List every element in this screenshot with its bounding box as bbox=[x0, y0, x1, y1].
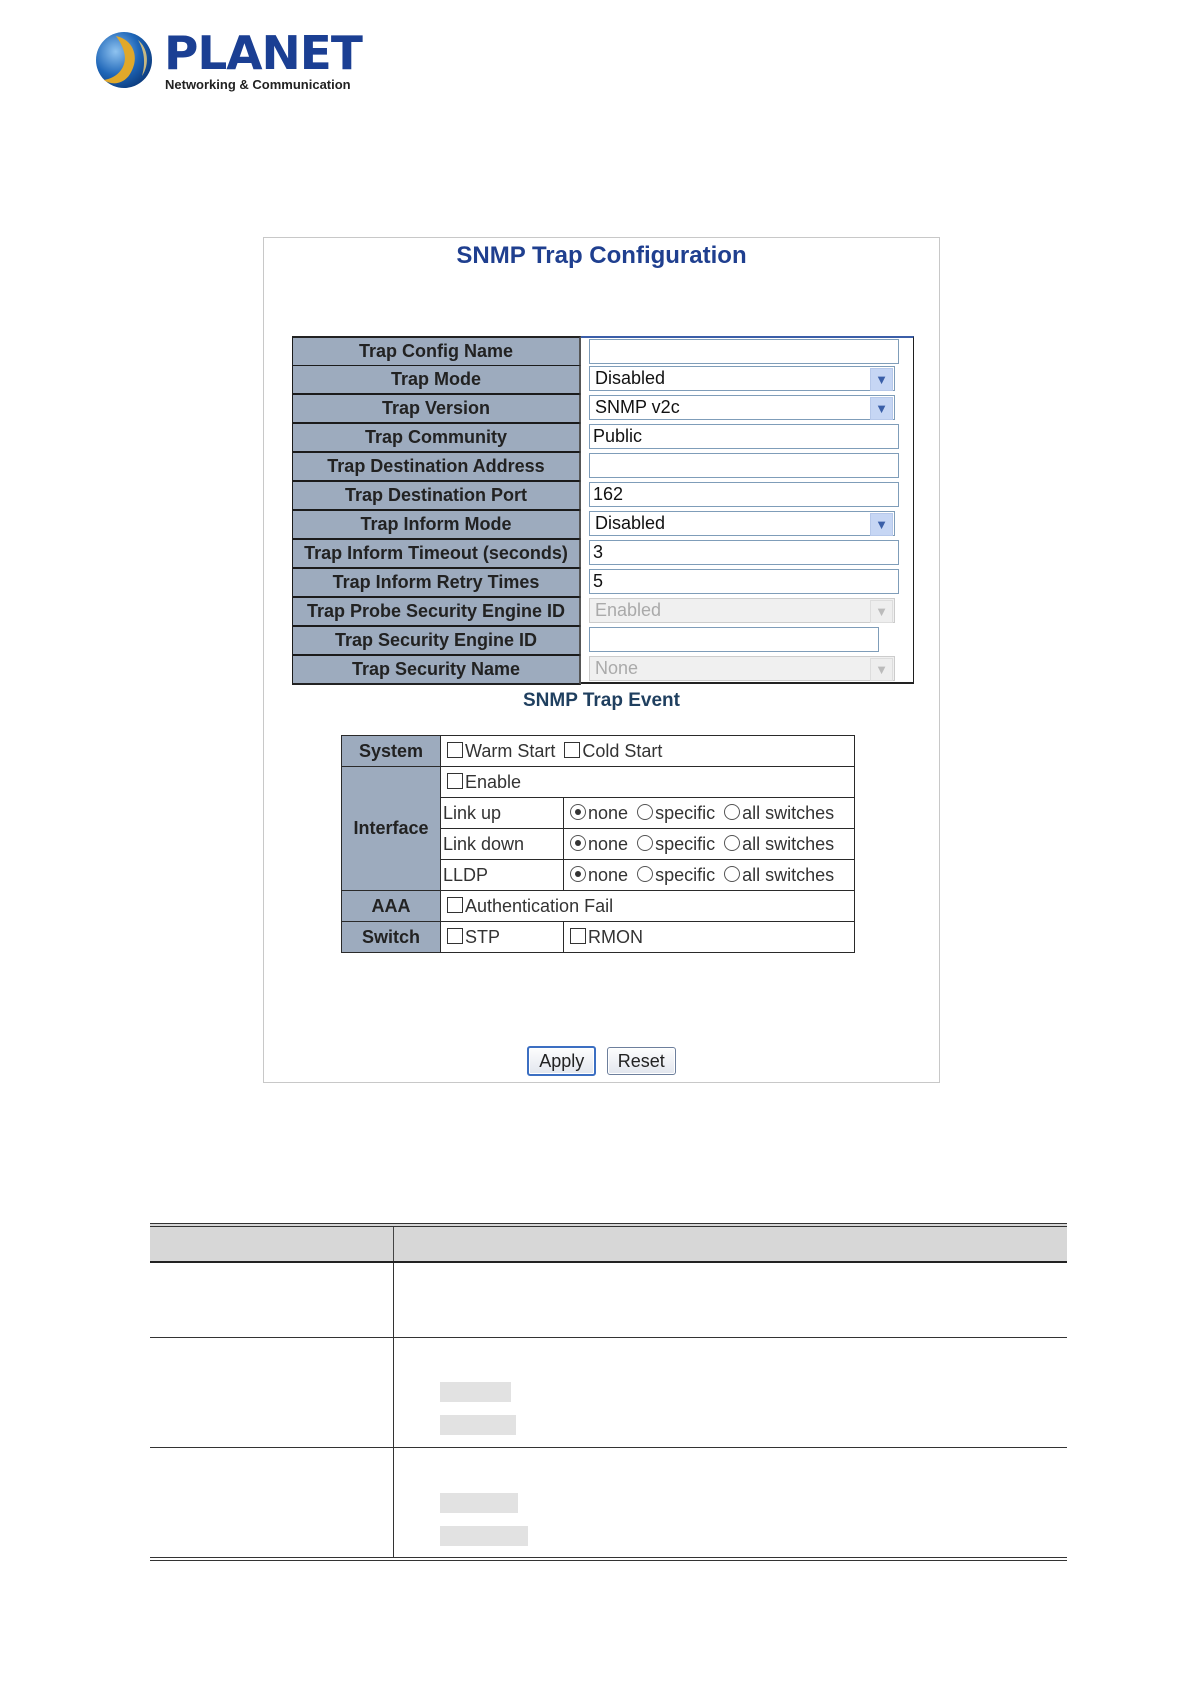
radio-label-none: none bbox=[588, 833, 629, 854]
apply-button[interactable]: Apply bbox=[527, 1046, 596, 1076]
config-label: Trap Destination Port bbox=[292, 481, 581, 510]
link-down-specific-radio[interactable] bbox=[637, 835, 653, 851]
config-row-trap-security-engine-id bbox=[292, 626, 914, 655]
select-value: Enabled bbox=[595, 600, 662, 620]
config-label: Trap Probe Security Engine ID bbox=[292, 597, 581, 626]
radio-label-none: none bbox=[588, 864, 629, 885]
radio-label-specific: specific bbox=[655, 802, 716, 823]
event-row-switch bbox=[342, 922, 855, 953]
rmon-label: RMON bbox=[588, 926, 643, 947]
warm-start-checkbox[interactable] bbox=[447, 742, 463, 758]
trap-security-name-select bbox=[589, 656, 895, 681]
table-row bbox=[150, 1448, 1067, 1561]
interface-enable-label: Enable bbox=[465, 771, 522, 792]
event-header-interface: Interface bbox=[342, 767, 441, 891]
config-row-trap-destination-port bbox=[292, 481, 914, 510]
config-label: Trap Security Name bbox=[292, 655, 581, 685]
redacted-value bbox=[440, 1493, 518, 1513]
lldp-specific-radio[interactable] bbox=[637, 866, 653, 882]
trap-config-table bbox=[292, 336, 914, 684]
event-section-title: SNMP Trap Event bbox=[523, 690, 680, 711]
redacted-value bbox=[440, 1526, 528, 1546]
event-row-interface-enable bbox=[342, 767, 855, 798]
authentication-fail-checkbox[interactable] bbox=[447, 897, 463, 913]
select-value: None bbox=[595, 658, 639, 678]
link-down-none-radio[interactable] bbox=[570, 835, 586, 851]
table-cell bbox=[150, 1448, 394, 1557]
table-cell bbox=[394, 1263, 1067, 1337]
event-header-system: System bbox=[342, 736, 441, 767]
redacted-value bbox=[440, 1415, 516, 1435]
reset-button[interactable]: Reset bbox=[607, 1047, 676, 1075]
select-value: Disabled bbox=[595, 368, 666, 388]
interface-enable-checkbox[interactable] bbox=[447, 773, 463, 789]
config-label: Trap Inform Timeout (seconds) bbox=[292, 539, 581, 568]
config-row-trap-config-name bbox=[292, 336, 914, 365]
config-label: Trap Inform Mode bbox=[292, 510, 581, 539]
table-header bbox=[150, 1223, 1067, 1263]
cold-start-label: Cold Start bbox=[582, 740, 663, 761]
radio-label-specific: specific bbox=[655, 864, 716, 885]
config-label: Trap Version bbox=[292, 394, 581, 423]
trap-probe-security-engine-id-select bbox=[589, 598, 895, 623]
link-down-all-switches-radio[interactable] bbox=[724, 835, 740, 851]
link-up-none-radio[interactable] bbox=[570, 804, 586, 820]
config-row-trap-inform-timeout bbox=[292, 539, 914, 568]
select-value: SNMP v2c bbox=[595, 397, 680, 417]
parameter-description-table bbox=[150, 1223, 1067, 1561]
config-label: Trap Destination Address bbox=[292, 452, 581, 481]
event-header-switch: Switch bbox=[342, 922, 441, 953]
event-row-aaa bbox=[342, 891, 855, 922]
rmon-checkbox[interactable] bbox=[570, 928, 586, 944]
trap-event-table bbox=[341, 735, 855, 953]
config-row-trap-security-name bbox=[292, 655, 914, 684]
config-row-trap-mode bbox=[292, 365, 914, 394]
brand-tagline: Networking & Communication bbox=[165, 77, 351, 92]
config-label: Trap Inform Retry Times bbox=[292, 568, 581, 597]
trap-destination-address-input[interactable] bbox=[589, 453, 899, 478]
radio-label-none: none bbox=[588, 802, 629, 823]
table-cell bbox=[394, 1338, 1067, 1447]
trap-security-engine-id-input[interactable] bbox=[589, 627, 879, 652]
link-up-all-switches-radio[interactable] bbox=[724, 804, 740, 820]
trap-inform-mode-select[interactable] bbox=[589, 511, 895, 536]
config-row-trap-version bbox=[292, 394, 914, 423]
radio-label-all-switches: all switches bbox=[742, 864, 835, 885]
globe-icon bbox=[94, 30, 154, 90]
trap-inform-timeout-input[interactable]: 3 bbox=[589, 540, 899, 565]
authentication-fail-label: Authentication Fail bbox=[465, 895, 614, 916]
cold-start-checkbox[interactable] bbox=[564, 742, 580, 758]
radio-label-all-switches: all switches bbox=[742, 833, 835, 854]
config-label: Trap Community bbox=[292, 423, 581, 452]
page-title: SNMP Trap Configuration bbox=[456, 242, 747, 269]
select-value: Disabled bbox=[595, 513, 666, 533]
lldp-all-switches-radio[interactable] bbox=[724, 866, 740, 882]
config-label: Trap Security Engine ID bbox=[292, 626, 581, 655]
config-row-trap-destination-address bbox=[292, 452, 914, 481]
config-row-trap-community bbox=[292, 423, 914, 452]
event-row-system bbox=[342, 736, 855, 767]
radio-label-all-switches: all switches bbox=[742, 802, 835, 823]
chevron-down-icon: ▼ bbox=[870, 658, 893, 681]
trap-inform-retry-times-input[interactable]: 5 bbox=[589, 569, 899, 594]
stp-checkbox[interactable] bbox=[447, 928, 463, 944]
config-row-trap-inform-retry-times bbox=[292, 568, 914, 597]
config-row-trap-probe-security-engine-id bbox=[292, 597, 914, 626]
table-cell bbox=[394, 1448, 1067, 1557]
header-cell bbox=[150, 1227, 394, 1261]
config-row-trap-inform-mode bbox=[292, 510, 914, 539]
table-row bbox=[150, 1338, 1067, 1448]
config-label: Trap Config Name bbox=[292, 336, 581, 366]
stp-label: STP bbox=[465, 926, 501, 947]
trap-community-input[interactable]: Public bbox=[589, 424, 899, 449]
chevron-down-icon[interactable]: ▼ bbox=[870, 397, 893, 420]
table-cell bbox=[150, 1338, 394, 1447]
radio-label-specific: specific bbox=[655, 833, 716, 854]
link-down-label: Link down bbox=[441, 829, 564, 860]
lldp-label: LLDP bbox=[441, 860, 564, 891]
chevron-down-icon: ▼ bbox=[870, 600, 893, 623]
trap-config-name-input[interactable] bbox=[589, 339, 899, 364]
trap-mode-select[interactable] bbox=[589, 366, 895, 391]
redacted-value bbox=[440, 1382, 511, 1402]
snmp-trap-config-panel bbox=[263, 237, 940, 1083]
chevron-down-icon[interactable]: ▼ bbox=[870, 368, 893, 391]
chevron-down-icon[interactable]: ▼ bbox=[870, 513, 893, 536]
table-row bbox=[150, 1263, 1067, 1338]
table-cell bbox=[150, 1263, 394, 1337]
warm-start-label: Warm Start bbox=[465, 740, 556, 761]
event-header-aaa: AAA bbox=[342, 891, 441, 922]
button-bar bbox=[264, 1046, 939, 1076]
config-label: Trap Mode bbox=[292, 365, 581, 394]
trap-version-select[interactable] bbox=[589, 395, 895, 420]
lldp-none-radio[interactable] bbox=[570, 866, 586, 882]
trap-destination-port-input[interactable]: 162 bbox=[589, 482, 899, 507]
planet-logo bbox=[94, 26, 362, 98]
link-up-label: Link up bbox=[441, 798, 564, 829]
brand-wordmark: PLANET bbox=[164, 26, 362, 80]
link-up-specific-radio[interactable] bbox=[637, 804, 653, 820]
